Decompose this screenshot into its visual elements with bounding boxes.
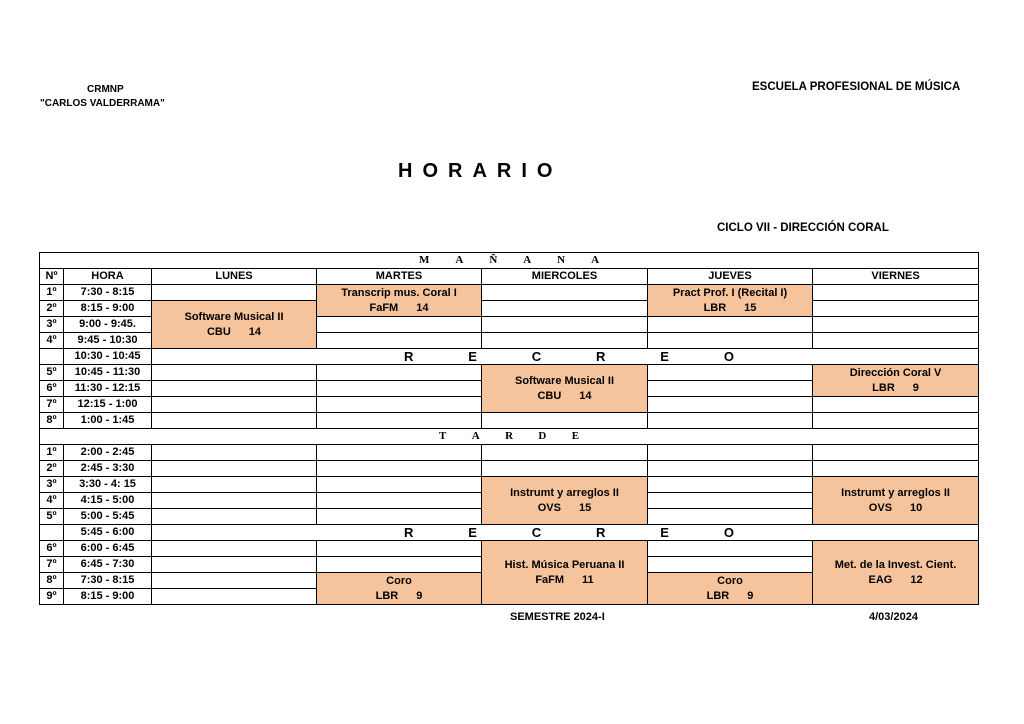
band-letter: T	[439, 430, 447, 442]
band-letter: A	[591, 254, 600, 266]
course-name: Instrumt y arreglos II	[841, 486, 950, 499]
teacher-code: FaFM	[535, 573, 565, 586]
recess-letter: O	[723, 349, 734, 364]
course-cell	[317, 573, 482, 605]
course-name: Hist. Música Peruana II	[504, 558, 625, 571]
slot-time: 1:00 - 1:45	[64, 413, 152, 429]
cell-empty	[152, 413, 317, 429]
slot-number: 5º	[40, 509, 64, 525]
col-header-jueves: JUEVES	[648, 269, 813, 285]
cell-empty	[648, 493, 813, 509]
cell-empty	[648, 461, 813, 477]
col-header-lunes: LUNES	[152, 269, 317, 285]
teacher-code: CBU	[537, 389, 562, 402]
slot-time: 9:00 - 9:45.	[64, 317, 152, 333]
course-cell	[648, 573, 813, 605]
recess-cell	[152, 525, 979, 541]
cell-empty	[317, 477, 482, 493]
table-row	[40, 413, 979, 429]
teacher-code: OVS	[868, 501, 893, 514]
table-row	[40, 301, 979, 317]
table-row	[40, 477, 979, 493]
slot-number: 1º	[40, 445, 64, 461]
cell-empty	[152, 285, 317, 301]
cell-empty	[152, 557, 317, 573]
cell-empty	[648, 509, 813, 525]
course-cell	[317, 285, 482, 317]
slot-time: 12:15 - 1:00	[64, 397, 152, 413]
slot-number: 6º	[40, 381, 64, 397]
room-number: 14	[579, 389, 592, 402]
school-name: ESCUELA PROFESIONAL DE MÚSICA	[752, 81, 961, 93]
course-cell	[813, 477, 979, 525]
recess-letter: C	[531, 525, 542, 540]
slot-time: 9:45 - 10:30	[64, 333, 152, 349]
cell-empty	[648, 317, 813, 333]
slot-time: 8:15 - 9:00	[64, 589, 152, 605]
recess-row	[40, 525, 979, 541]
cell-empty	[152, 365, 317, 381]
morning-band-row	[40, 253, 979, 269]
course-cell	[813, 541, 979, 605]
course-name: Coro	[717, 574, 743, 587]
cell-empty	[317, 413, 482, 429]
teacher-code: LBR	[706, 589, 730, 602]
afternoon-band	[40, 429, 979, 445]
cell-empty	[317, 541, 482, 557]
slot-time: 7:30 - 8:15	[64, 285, 152, 301]
cell-empty	[648, 333, 813, 349]
band-letter: E	[571, 430, 580, 442]
cell-empty	[648, 397, 813, 413]
teacher-code: LBR	[375, 589, 399, 602]
room-number: 9	[416, 589, 423, 602]
cell-empty	[317, 557, 482, 573]
table-row	[40, 285, 979, 301]
cell-empty	[317, 381, 482, 397]
course-name: Instrumt y arreglos II	[510, 486, 619, 499]
cell-empty	[317, 317, 482, 333]
room-number: 11	[582, 573, 594, 586]
teacher-code: FaFM	[369, 301, 399, 314]
room-number: 9	[912, 381, 919, 394]
slot-time: 6:00 - 6:45	[64, 541, 152, 557]
cell-empty	[152, 461, 317, 477]
slot-time: 5:45 - 6:00	[64, 525, 152, 541]
cell-empty	[813, 445, 979, 461]
cell-empty	[317, 397, 482, 413]
cell-empty	[648, 477, 813, 493]
slot-number: 5º	[40, 365, 64, 381]
room-number: 14	[416, 301, 429, 314]
cell-empty	[648, 413, 813, 429]
cell-empty	[813, 397, 979, 413]
cell-empty	[317, 333, 482, 349]
room-number: 9	[747, 589, 754, 602]
slot-time: 2:45 - 3:30	[64, 461, 152, 477]
column-header-row	[40, 269, 979, 285]
course-cell	[482, 477, 648, 525]
teacher-code: LBR	[703, 301, 727, 314]
band-letter: D	[538, 430, 547, 442]
schedule-table	[39, 252, 979, 605]
band-letter: N	[557, 254, 566, 266]
cell-empty	[482, 333, 648, 349]
cell-empty	[152, 445, 317, 461]
col-header-hora: HORA	[64, 269, 152, 285]
date-label: 4/03/2024	[869, 611, 918, 623]
slot-time: 10:45 - 11:30	[64, 365, 152, 381]
course-name: Software Musical II	[184, 310, 284, 323]
band-letter: Ñ	[489, 254, 498, 266]
recess-row	[40, 349, 979, 365]
band-letter: A	[455, 254, 464, 266]
cell-empty	[648, 365, 813, 381]
slot-number: 6º	[40, 541, 64, 557]
cell-empty	[317, 445, 482, 461]
slot-number	[40, 349, 64, 365]
cell-empty	[317, 493, 482, 509]
slot-number	[40, 525, 64, 541]
slot-number: 7º	[40, 397, 64, 413]
institution-short: CRMNP	[87, 84, 124, 95]
cell-empty	[813, 413, 979, 429]
cell-empty	[482, 445, 648, 461]
cell-empty	[482, 413, 648, 429]
slot-number: 2º	[40, 461, 64, 477]
room-number: 15	[578, 501, 592, 514]
slot-number: 2º	[40, 301, 64, 317]
cell-empty	[317, 365, 482, 381]
course-cell	[482, 365, 648, 413]
room-number: 10	[910, 501, 923, 514]
slot-time: 10:30 - 10:45	[64, 349, 152, 365]
recess-letter: O	[723, 525, 734, 540]
table-row	[40, 365, 979, 381]
recess-letter: C	[531, 349, 542, 364]
recess-letter: R	[404, 525, 414, 540]
afternoon-band-row	[40, 429, 979, 445]
table-row	[40, 445, 979, 461]
slot-time: 4:15 - 5:00	[64, 493, 152, 509]
cell-empty	[317, 461, 482, 477]
cell-empty	[152, 397, 317, 413]
cell-empty	[152, 589, 317, 605]
cell-empty	[482, 301, 648, 317]
slot-time: 3:30 - 4: 15	[64, 477, 152, 493]
slot-number: 4º	[40, 493, 64, 509]
course-cell	[482, 541, 648, 605]
cell-empty	[648, 381, 813, 397]
cell-empty	[317, 509, 482, 525]
slot-time: 6:45 - 7:30	[64, 557, 152, 573]
teacher-code: EAG	[868, 573, 893, 586]
cell-empty	[813, 301, 979, 317]
institution-name: "CARLOS VALDERRAMA"	[40, 98, 165, 109]
cell-empty	[482, 317, 648, 333]
col-header-n: Nº	[40, 269, 64, 285]
cycle-label: CICLO VII - DIRECCIÓN CORAL	[717, 222, 889, 234]
recess-letter: E	[660, 349, 669, 364]
cell-empty	[813, 461, 979, 477]
slot-number: 7º	[40, 557, 64, 573]
course-name: Coro	[386, 574, 412, 587]
band-letter: M	[419, 254, 430, 266]
table-row	[40, 541, 979, 557]
cell-empty	[648, 541, 813, 557]
recess-letter: E	[468, 525, 477, 540]
course-name: Software Musical II	[514, 374, 615, 387]
band-letter: R	[505, 430, 514, 442]
table-row	[40, 461, 979, 477]
cell-empty	[152, 573, 317, 589]
cell-empty	[152, 381, 317, 397]
recess-letter: R	[404, 349, 414, 364]
recess-cell	[152, 349, 979, 365]
course-cell	[152, 301, 317, 349]
course-cell	[648, 285, 813, 317]
band-letter: A	[523, 254, 532, 266]
slot-number: 8º	[40, 573, 64, 589]
slot-time: 8:15 - 9:00	[64, 301, 152, 317]
slot-number: 9º	[40, 589, 64, 605]
col-header-miercoles: MIERCOLES	[482, 269, 648, 285]
course-cell	[813, 365, 979, 397]
col-header-viernes: VIERNES	[813, 269, 979, 285]
cell-empty	[152, 541, 317, 557]
course-name: Pract Prof. I (Recital I)	[672, 286, 788, 299]
teacher-code: LBR	[872, 381, 895, 394]
slot-time: 11:30 - 12:15	[64, 381, 152, 397]
teacher-code: OVS	[537, 501, 561, 514]
page-title: HORARIO	[398, 160, 563, 182]
recess-letter: R	[596, 349, 606, 364]
cell-empty	[813, 285, 979, 301]
slot-number: 8º	[40, 413, 64, 429]
cell-empty	[152, 509, 317, 525]
course-name: Dirección Coral V	[849, 366, 942, 379]
col-header-martes: MARTES	[317, 269, 482, 285]
slot-number: 3º	[40, 317, 64, 333]
slot-time: 2:00 - 2:45	[64, 445, 152, 461]
teacher-code: CBU	[206, 325, 231, 338]
course-name: Met. de la Invest. Cient.	[834, 558, 957, 571]
recess-letter: E	[468, 349, 477, 364]
cell-empty	[482, 461, 648, 477]
cell-empty	[152, 477, 317, 493]
slot-number: 3º	[40, 477, 64, 493]
course-name: Transcrip mus. Coral I	[341, 286, 457, 299]
slot-time: 7:30 - 8:15	[64, 573, 152, 589]
slot-number: 1º	[40, 285, 64, 301]
morning-band	[40, 253, 979, 269]
cell-empty	[648, 557, 813, 573]
semester-label: SEMESTRE 2024-I	[510, 611, 605, 623]
room-number: 14	[248, 325, 262, 338]
cell-empty	[482, 285, 648, 301]
recess-letter: R	[596, 525, 606, 540]
cell-empty	[648, 445, 813, 461]
recess-letter: E	[660, 525, 669, 540]
slot-time: 5:00 - 5:45	[64, 509, 152, 525]
slot-number: 4º	[40, 333, 64, 349]
room-number: 15	[744, 301, 757, 314]
cell-empty	[813, 333, 979, 349]
room-number: 12	[910, 573, 923, 586]
cell-empty	[152, 493, 317, 509]
band-letter: A	[471, 430, 480, 442]
cell-empty	[813, 317, 979, 333]
